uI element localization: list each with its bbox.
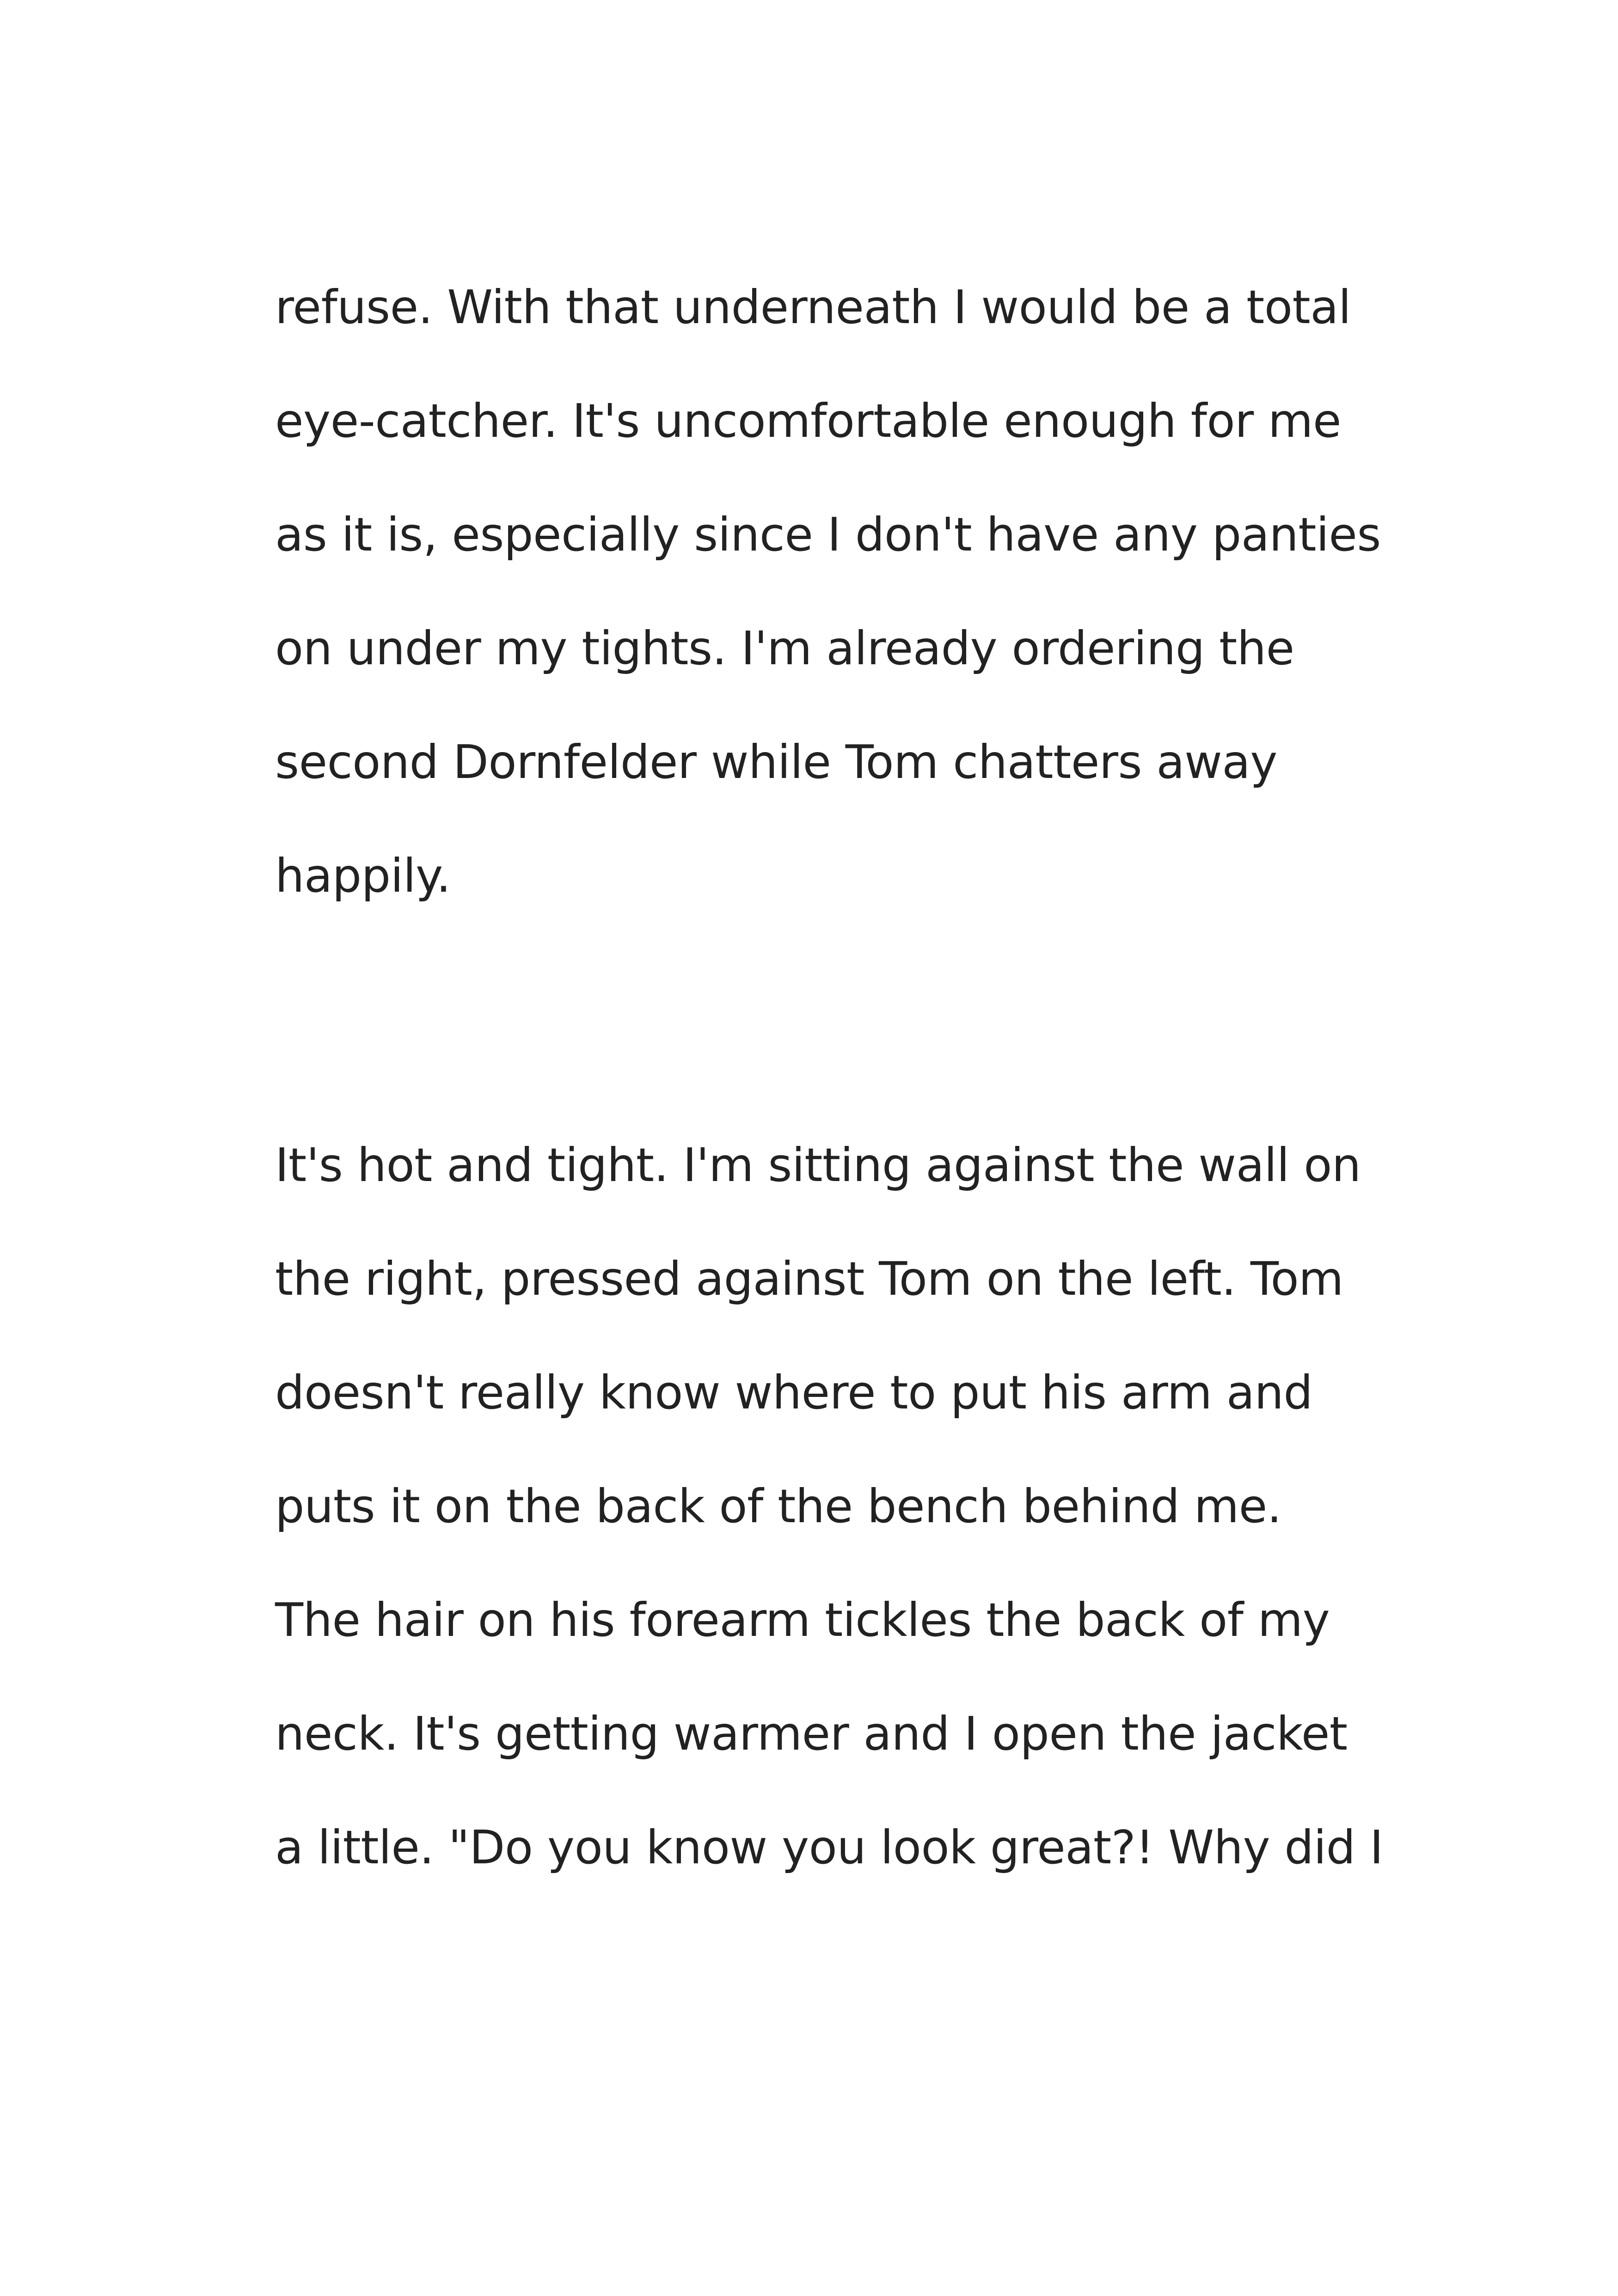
text-line: The hair on his forearm tickles the back of my [275,1593,1330,1647]
text-line: eye-catcher. It's uncomfortable enough for me [275,394,1341,448]
text-line: as it is, especially since I don't have any panties [275,508,1381,562]
text-line: happily. [275,849,451,903]
text-line: puts it on the back of the bench behind me. [275,1479,1282,1533]
text-line: second Dornfelder while Tom chatters away [275,735,1277,789]
text-line: the right, pressed against Tom on the left. Tom [275,1252,1344,1306]
text-line: a little. "Do you know you look great?! Why did I [275,1820,1383,1874]
paragraph-1 [275,268,1431,950]
paragraph-2 [275,1126,1431,1922]
text-line: It's hot and tight. I'm sitting against the wall on [275,1138,1361,1192]
text-line: doesn't really know where to put his arm and [275,1365,1313,1420]
text-line: on under my tights. I'm already ordering the [275,621,1294,675]
text-line: neck. It's getting warmer and I open the jacket [275,1707,1348,1761]
text-line: refuse. With that underneath I would be a total [275,280,1351,334]
